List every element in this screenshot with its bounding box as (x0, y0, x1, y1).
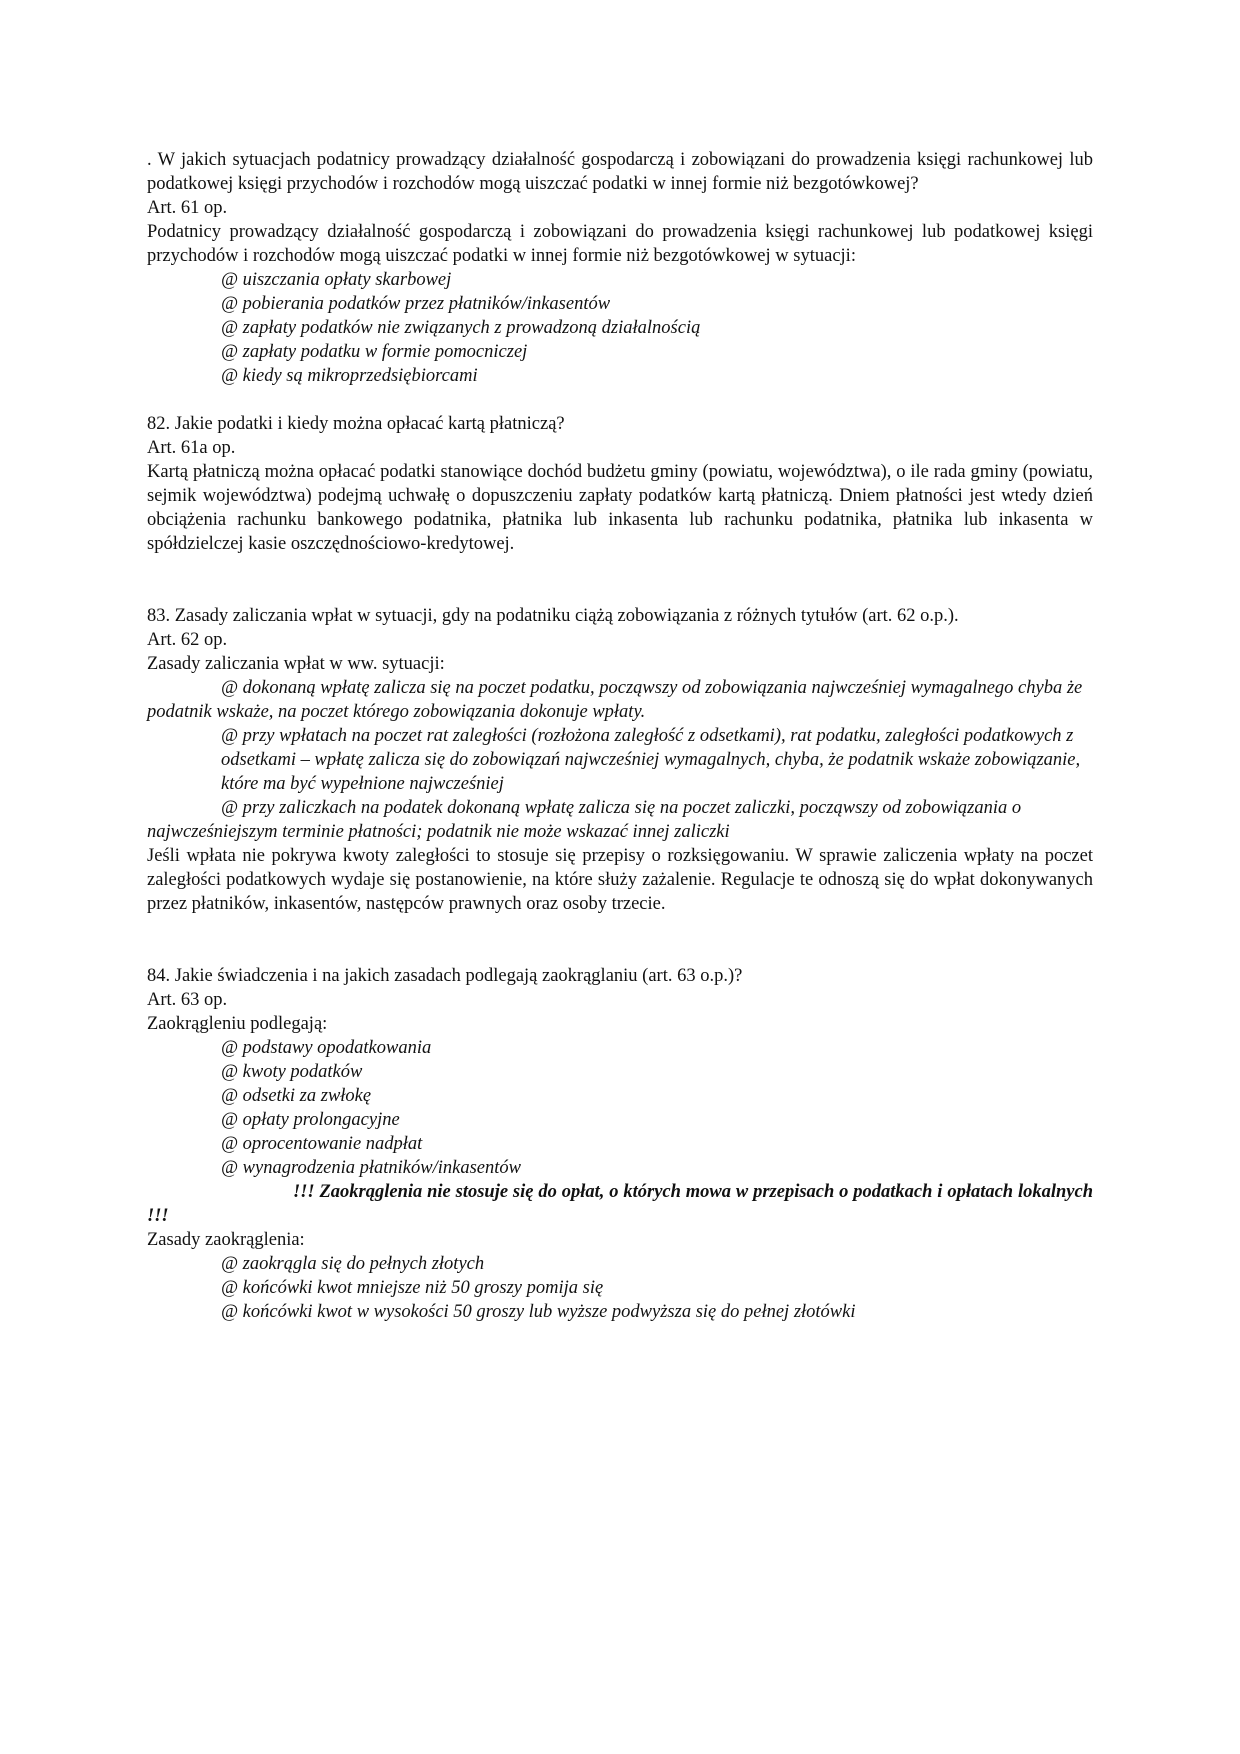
list-item: @ przy wpłatach na poczet rat zaległości (rozłożona zaległość z odsetkami), rat podatku, zaległości podatkowych z odsetkami – wpłatę zalicza się do zobowiązań najwcześniej wymagalnych, chyba, że podatnik wskaże zobowiązanie, które ma być wypełnione najwcześniej (221, 726, 1081, 794)
article-reference: Art. 61a op. (147, 438, 236, 458)
list-item: @ uiszczania opłaty skarbowej (221, 270, 452, 290)
answer-intro: Zasady zaliczania wpłat w ww. sytuacji: (147, 654, 445, 674)
list-item: @ zapłaty podatków nie związanych z prowadzoną działalnością (221, 318, 701, 338)
answer-intro: Zaokrągleniu podlegają: (147, 1014, 328, 1034)
question-text: 82. Jakie podatki i kiedy można opłacać kartą płatniczą? (147, 414, 565, 434)
list-item: @ oprocentowanie nadpłat (221, 1134, 423, 1154)
list-item: @ wynagrodzenia płatników/inkasentów (221, 1158, 521, 1178)
warning-note: !!! Zaokrąglenia nie stosuje się do opłat, o których mowa w przepisach o podatkach i opłatach lokalnych !!! (147, 1182, 1093, 1226)
article-reference: Art. 62 op. (147, 630, 228, 650)
question-text: . W jakich sytuacjach podatnicy prowadzący działalność gospodarczą i zobowiązani do prowadzenia księgi rachunkowej lub podatkowej księgi przychodów i rozchodów mogą uiszczać podatki w innej formie niż bezgotówkowej? (147, 150, 1093, 194)
list-item: @ zapłaty podatku w formie pomocniczej (221, 342, 528, 362)
answer-text: Podatnicy prowadzący działalność gospodarczą i zobowiązani do prowadzenia księgi rachunkowej lub podatkowej księgi przychodów i rozchodów mogą uiszczać podatki w innej formie niż bezgotówkowej w sytuacji: (147, 222, 1093, 266)
section-q82 (147, 412, 1093, 556)
list-item: @ zaokrągla się do pełnych złotych (221, 1254, 485, 1274)
list-item: @ przy zaliczkach na podatek dokonaną wpłatę zalicza się na poczet zaliczki, począwszy od zobowiązania o najwcześniejszym terminie płatności; podatnik nie może wskazać innej zaliczki (147, 798, 1022, 842)
list-item: @ kiedy są mikroprzedsiębiorcami (221, 366, 478, 386)
article-reference: Art. 61 op. (147, 198, 228, 218)
question-text: 84. Jakie świadczenia i na jakich zasadach podlegają zaokrąglaniu (art. 63 o.p.)? (147, 966, 743, 986)
list-item: @ podstawy opodatkowania (221, 1038, 432, 1058)
answer-note: Jeśli wpłata nie pokrywa kwoty zaległości to stosuje się przepisy o rozksięgowaniu. W sprawie zaliczenia wpłaty na poczet zaległości podatkowych wydaje się postanowienie, na które służy zażalenie. Regulacje te odnoszą się do wpłat dokonywanych przez płatników, inkasentów, następców prawnych oraz osoby trzecie. (147, 846, 1093, 914)
rules-intro: Zasady zaokrąglenia: (147, 1230, 305, 1250)
section-q83 (147, 604, 1093, 916)
answer-text: Kartą płatniczą można opłacać podatki stanowiące dochód budżetu gminy (powiatu, województwa), o ile rada gminy (powiatu, sejmik województwa) podejmą uchwałę o dopuszczeniu zapłaty podatków kartą płatniczą. Dniem płatności jest wtedy dzień obciążenia rachunku bankowego podatnika, płatnika lub inkasenta lub rachunku podatnika, płatnika lub inkasenta w spółdzielczej kasie oszczędnościowo-kredytowej. (147, 462, 1093, 554)
list-item: @ pobierania podatków przez płatników/inkasentów (221, 294, 611, 314)
section-q84 (147, 964, 1093, 1324)
list-item: @ opłaty prolongacyjne (221, 1110, 400, 1130)
section-q81 (147, 148, 1093, 388)
document-page (147, 148, 1093, 1324)
list-item: @ końcówki kwot w wysokości 50 groszy lub wyższe podwyższa się do pełnej złotówki (221, 1302, 856, 1322)
list-item: @ kwoty podatków (221, 1062, 363, 1082)
list-item: @ końcówki kwot mniejsze niż 50 groszy pomija się (221, 1278, 604, 1298)
article-reference: Art. 63 op. (147, 990, 228, 1010)
list-item: @ dokonaną wpłatę zalicza się na poczet podatku, począwszy od zobowiązania najwcześniej wymagalnego chyba że podatnik wskaże, na poczet którego zobowiązania dokonuje wpłaty. (147, 678, 1083, 722)
list-item: @ odsetki za zwłokę (221, 1086, 372, 1106)
question-text: 83. Zasady zaliczania wpłat w sytuacji, gdy na podatniku ciążą zobowiązania z różnych tytułów (art. 62 o.p.). (147, 606, 959, 626)
